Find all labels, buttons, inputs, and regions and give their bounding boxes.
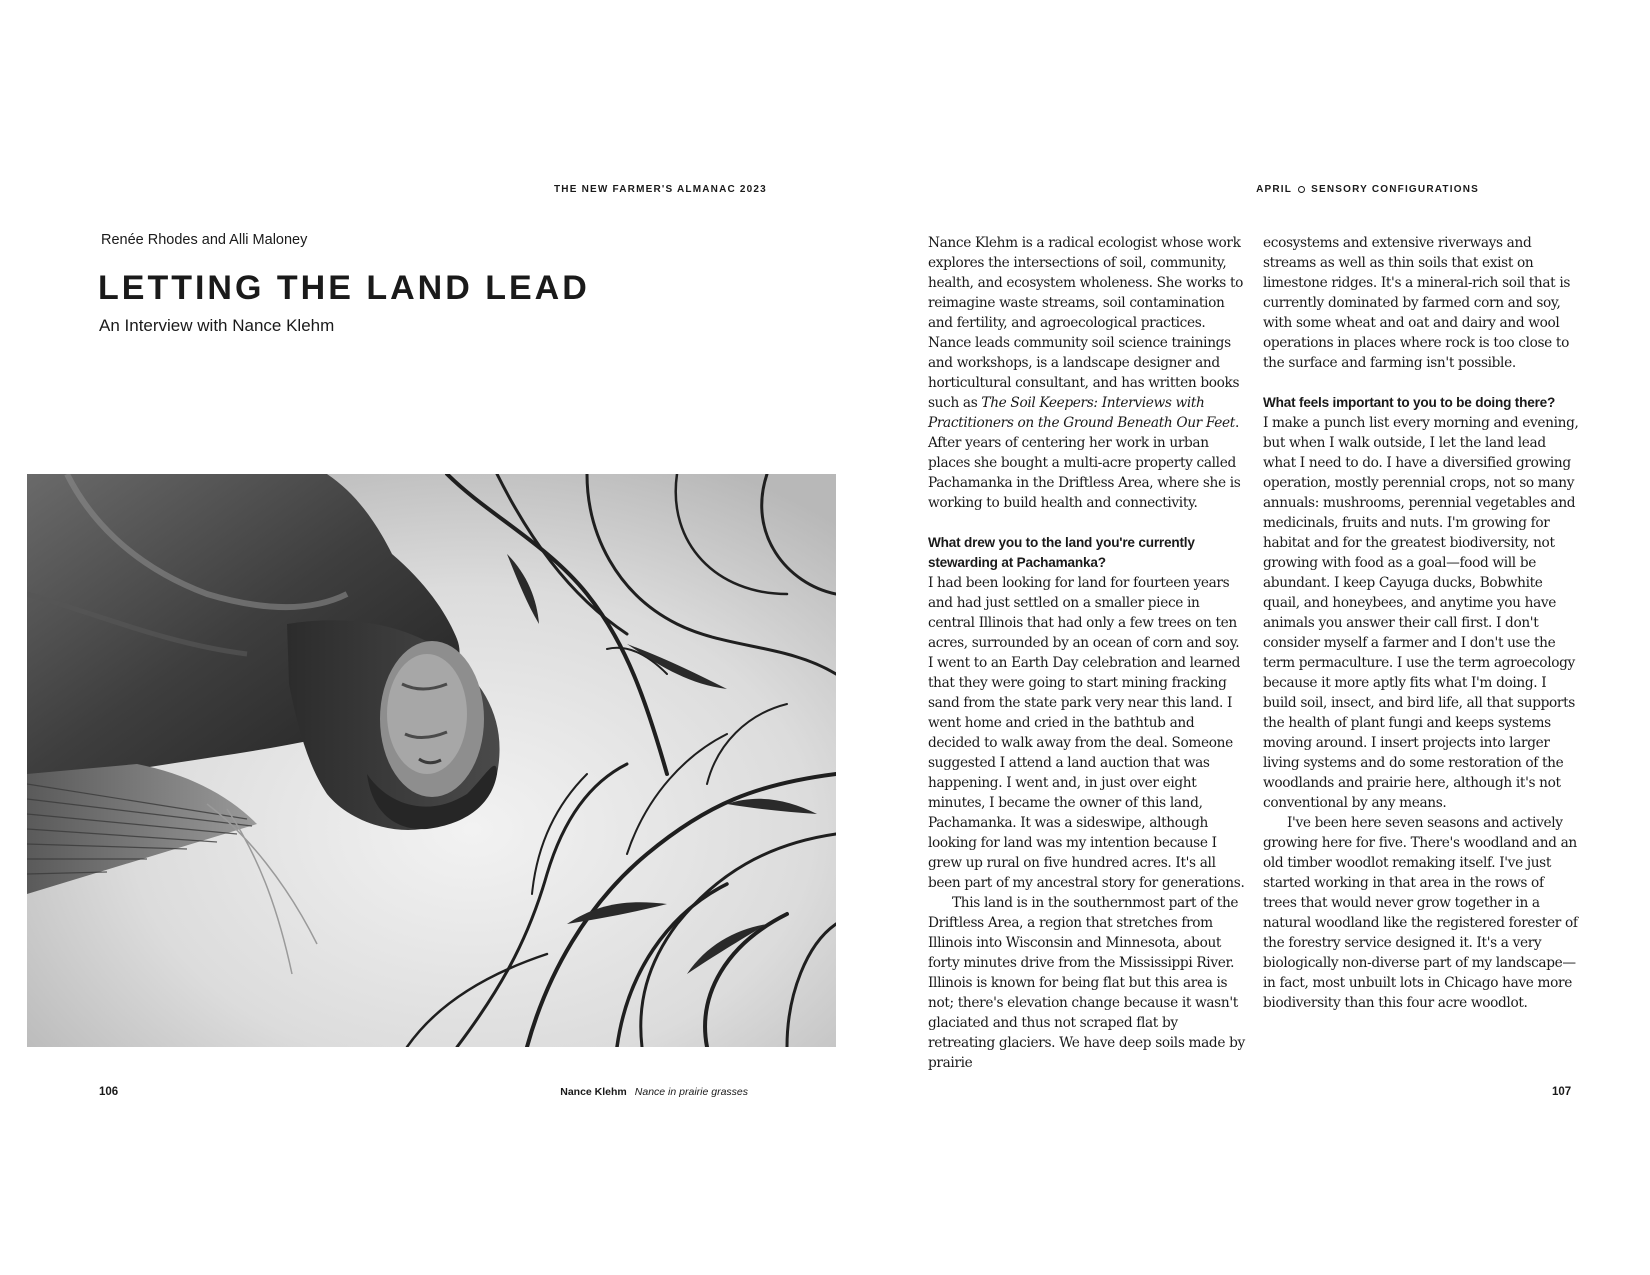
running-head-left: THE NEW FARMER'S ALMANAC 2023 (554, 184, 767, 195)
running-head-month: APRIL (1256, 184, 1293, 195)
intro-text-end: . After years of centering her work in urban places she bought a multi-acre property called Pachamanka in the Driftless Area, where she is working to build health and connectivity. (928, 415, 1241, 511)
book-title: The Soil Keepers: Interviews with Practitioners on the Ground Beneath Our Feet (928, 395, 1235, 431)
answer-1-paragraph-2-start: This land is in the southernmost part of the Driftless Area, a region that stretches from Illinois into Wisconsin and Minnesota, about forty minutes drive from the Mississippi River. Illinois is known for being flat but this area is not; there's elevation change because it wasn't glaciated and thus not scraped flat by retreating glaciers. We have deep soils made by prairie (928, 895, 1245, 1071)
answer-2-paragraph-1: I make a punch list every morning and evening, but when I walk outside, I let the land lead what I need to do. I have a diversified growing operation, mostly perennial crops, not so many annuals: mushrooms, perennial vegetables and medicinals, fruits and nuts. I'm growing for habitat and for the greatest biodiversity, not growing with food as a goal—food will be abundant. I keep Cayuga ducks, Bobwhite quail, and honeybees, and anytime you have animals you answer their call first. I don't consider myself a farmer and I don't use the term permaculture. I use the term agroecology because it more aptly fits what I'm doing. I build soil, insect, and bird life, all that supports the health of plant fungi and keeps systems moving around. I insert projects into larger living systems and do some restoration of the woodlands and prairie here, although it's not conventional by any means. (1263, 415, 1579, 811)
article-title: LETTING THE LAND LEAD (98, 269, 590, 307)
caption-text: Nance in prairie grasses (634, 1086, 748, 1098)
separator-dot-icon (1298, 186, 1305, 193)
body-column-1 (928, 233, 1246, 1073)
running-head-right (1256, 184, 1479, 195)
body-column-2 (1263, 233, 1581, 1013)
article-subtitle: An Interview with Nance Klehm (99, 316, 335, 335)
answer-1-paragraph-2-end: ecosystems and extensive riverways and streams as well as thin soils that exist on limestone ridges. It's a mineral-rich soil that is currently dominated by farmed corn and soy, with some wheat and oat and dairy and wool operations in places where rock is too close to the surface and farming isn't possible. (1263, 235, 1571, 371)
running-head-section: SENSORY CONFIGURATIONS (1311, 184, 1479, 195)
intro-text-start: Nance Klehm is a radical ecologist whose work explores the intersections of soil, community, health, and ecosystem wholeness. She works to reimagine waste streams, soil contamination and fertility, and agroecological practices. Nance leads community soil science trainings and workshops, is a landscape designer and horticultural consultant, and has written books such as (928, 235, 1243, 411)
answer-1-paragraph-1: I had been looking for land for fourteen years and had just settled on a smaller piece in central Illinois that had only a few trees on ten acres, surrounded by an ocean of corn and soy. I went to an Earth Day celebration and learned that they were going to start mining fracking sand from the state park very near this land. I went home and cried in the bathtub and decided to walk away from the deal. Someone suggested I attend a land auction that was happening. I went and, in just over eight minutes, I became the owner of this land, Pachamanka. It was a sideswipe, although looking for land was my intention because I grew up rural on five hundred acres. It's all been part of my ancestral story for generations. (928, 575, 1245, 891)
article-authors: Renée Rhodes and Alli Maloney (101, 232, 308, 248)
intro-paragraph (928, 233, 1246, 513)
caption-name: Nance Klehm (560, 1086, 627, 1098)
portrait-photo (27, 474, 836, 1047)
question-2: What feels important to you to be doing there? (1263, 395, 1556, 410)
photo-caption (560, 1086, 748, 1098)
page-number-right: 107 (1552, 1086, 1572, 1098)
page-number-left: 106 (99, 1086, 119, 1098)
answer-2-paragraph-2: I've been here seven seasons and actively growing here for five. There's woodland and an old timber woodlot remaking itself. I've just started working in that area in the rows of trees that would never grow together in a natural woodland like the registered forester of the forestry service designed it. It's a very biologically non-diverse part of my landscape—in fact, most unbuilt lots in Chicago have more biodiversity than this four acre woodlot. (1263, 815, 1578, 1011)
question-1: What drew you to the land you're currently stewarding at Pachamanka? (928, 535, 1195, 570)
